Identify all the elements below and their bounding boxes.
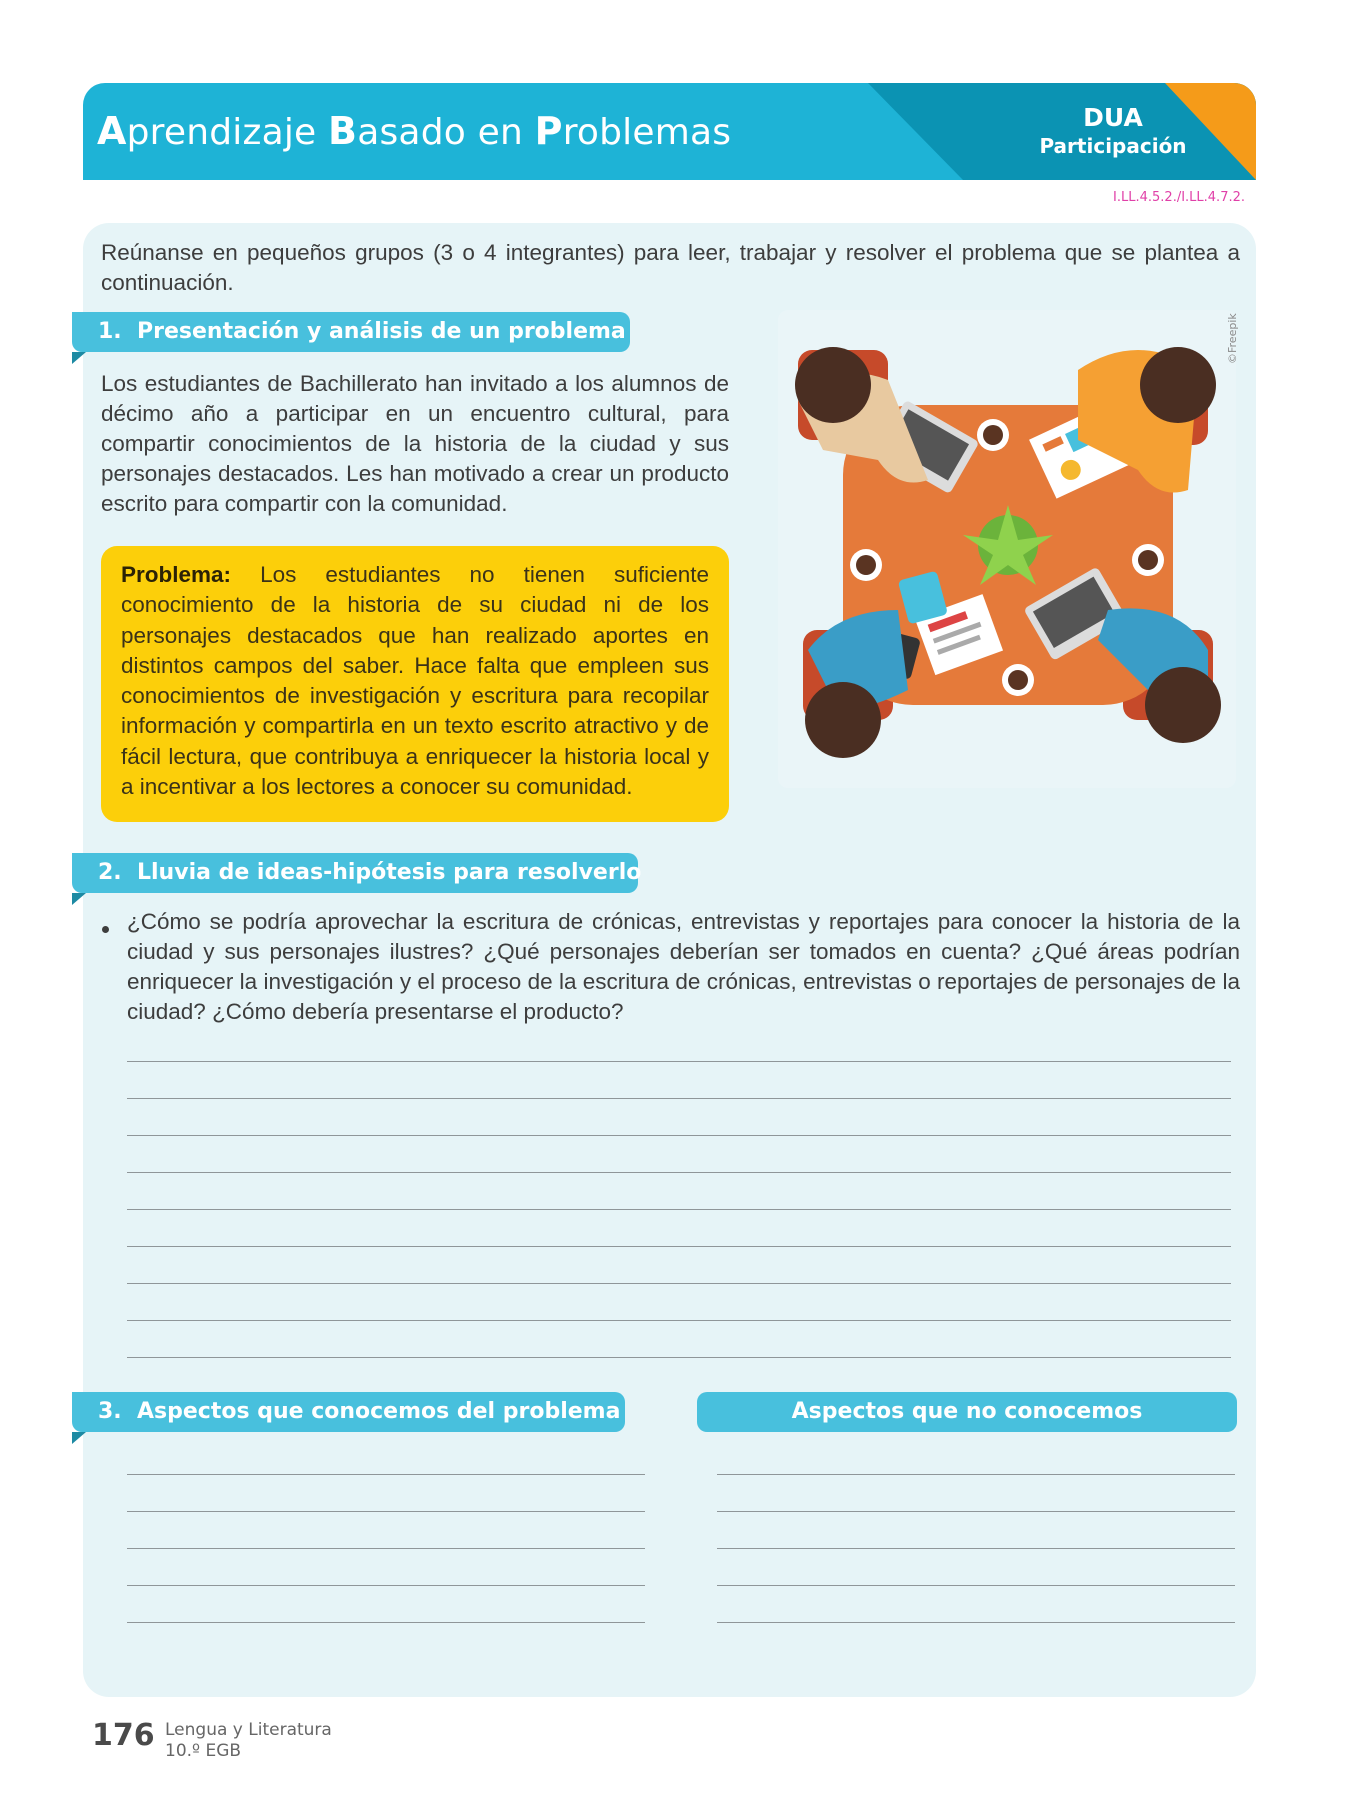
answer-line[interactable]	[127, 1283, 1231, 1284]
answer-line-known[interactable]	[127, 1548, 645, 1549]
answer-line[interactable]	[127, 1246, 1231, 1247]
footer-subject: Lengua y Literatura	[165, 1720, 332, 1740]
section-1-text: Los estudiantes de Bachillerato han invitado a los alumnos de décimo año a participar en un encuentro cultural, para compartir conocimientos de la historia de la ciudad y sus personajes destacados. Les han motivado a crear un producto escrito para compartir con la comunidad.	[101, 371, 729, 516]
section-3-header	[72, 1392, 625, 1432]
problem-text: Los estudiantes no tienen suficiente conocimiento de la historia de su ciudad ni de los personajes destacados que han realizado aportes en distintos campos del saber. Hace falta que empleen sus conocimientos de investigación y escritura para recopilar información y compartirla en un texto escrito atractivo y de fácil lectura, que contribuya a enriquecer la historia local y a incentivar a los lectores a conocer su comunidad.	[121, 562, 709, 800]
answer-line-unknown[interactable]	[717, 1511, 1235, 1512]
dua-badge	[988, 103, 1238, 158]
answer-line-unknown[interactable]	[717, 1474, 1235, 1475]
title-part-b: asado en	[357, 112, 535, 153]
problem-box	[101, 546, 729, 822]
meeting-illustration	[778, 310, 1236, 788]
section-3-title: Aspectos que conocemos del problema	[137, 1399, 621, 1424]
problem-label: Problema:	[121, 562, 232, 587]
dua-subtitle: Participación	[1039, 134, 1187, 158]
answer-line-known[interactable]	[127, 1622, 645, 1623]
answer-line[interactable]	[127, 1135, 1231, 1136]
image-credit: ©Freepik	[1226, 313, 1239, 364]
answer-line[interactable]	[127, 1172, 1231, 1173]
section-3-number: 3.	[98, 1399, 122, 1424]
intro-text: Reúnanse en pequeños grupos (3 o 4 integrantes) para leer, trabajar y resolver el problema que se plantea a continuación.	[101, 240, 1240, 295]
section-2-question: ¿Cómo se podría aprovechar la escritura de crónicas, entrevistas y reportajes para conocer la historia de la ciudad y sus personajes ilustres? ¿Qué personajes deberían ser tomados en cuenta? ¿Qué áreas podrían enriquecer la investigación y el proceso de la escritura de crónicas, entrevistas o reportajes de personajes de la ciudad? ¿Cómo debería presentarse el producto?	[127, 909, 1240, 1024]
header-banner	[83, 83, 1256, 180]
section-1-number: 1.	[98, 319, 122, 344]
title-cap-a: A	[97, 109, 127, 153]
answer-line[interactable]	[127, 1320, 1231, 1321]
answer-line-unknown[interactable]	[717, 1548, 1235, 1549]
section-2-header	[72, 853, 642, 893]
answer-line-known[interactable]	[127, 1511, 645, 1512]
section-3-right-title: Aspectos que no conocemos	[791, 1399, 1143, 1424]
page-title	[97, 109, 731, 153]
page-number: 176	[92, 1718, 155, 1753]
title-cap-b: B	[328, 109, 358, 153]
title-cap-p: P	[534, 109, 563, 153]
answer-line-known[interactable]	[127, 1585, 645, 1586]
answer-line[interactable]	[127, 1061, 1231, 1062]
section-1-title: Presentación y análisis de un problema	[137, 319, 626, 344]
answer-line-known[interactable]	[127, 1474, 645, 1475]
dua-title: DUA	[1083, 103, 1143, 132]
title-part-p: roblemas	[562, 112, 732, 153]
answer-line[interactable]	[127, 1357, 1231, 1358]
answer-line[interactable]	[127, 1098, 1231, 1099]
answer-line-unknown[interactable]	[717, 1585, 1235, 1586]
title-part-a: prendizaje	[126, 112, 329, 153]
footer-grade: 10.º EGB	[165, 1741, 242, 1761]
answer-line[interactable]	[127, 1209, 1231, 1210]
team-meeting-image	[778, 310, 1236, 788]
curriculum-code: I.LL.4.5.2./I.LL.4.7.2.	[1113, 190, 1245, 205]
answer-line-unknown[interactable]	[717, 1622, 1235, 1623]
bullet-point	[102, 926, 109, 933]
section-2-number: 2.	[98, 860, 122, 885]
section-3-right-header	[697, 1392, 1237, 1432]
section-1-header	[72, 312, 630, 352]
section-2-title: Lluvia de ideas-hipótesis para resolverlo	[137, 860, 642, 885]
